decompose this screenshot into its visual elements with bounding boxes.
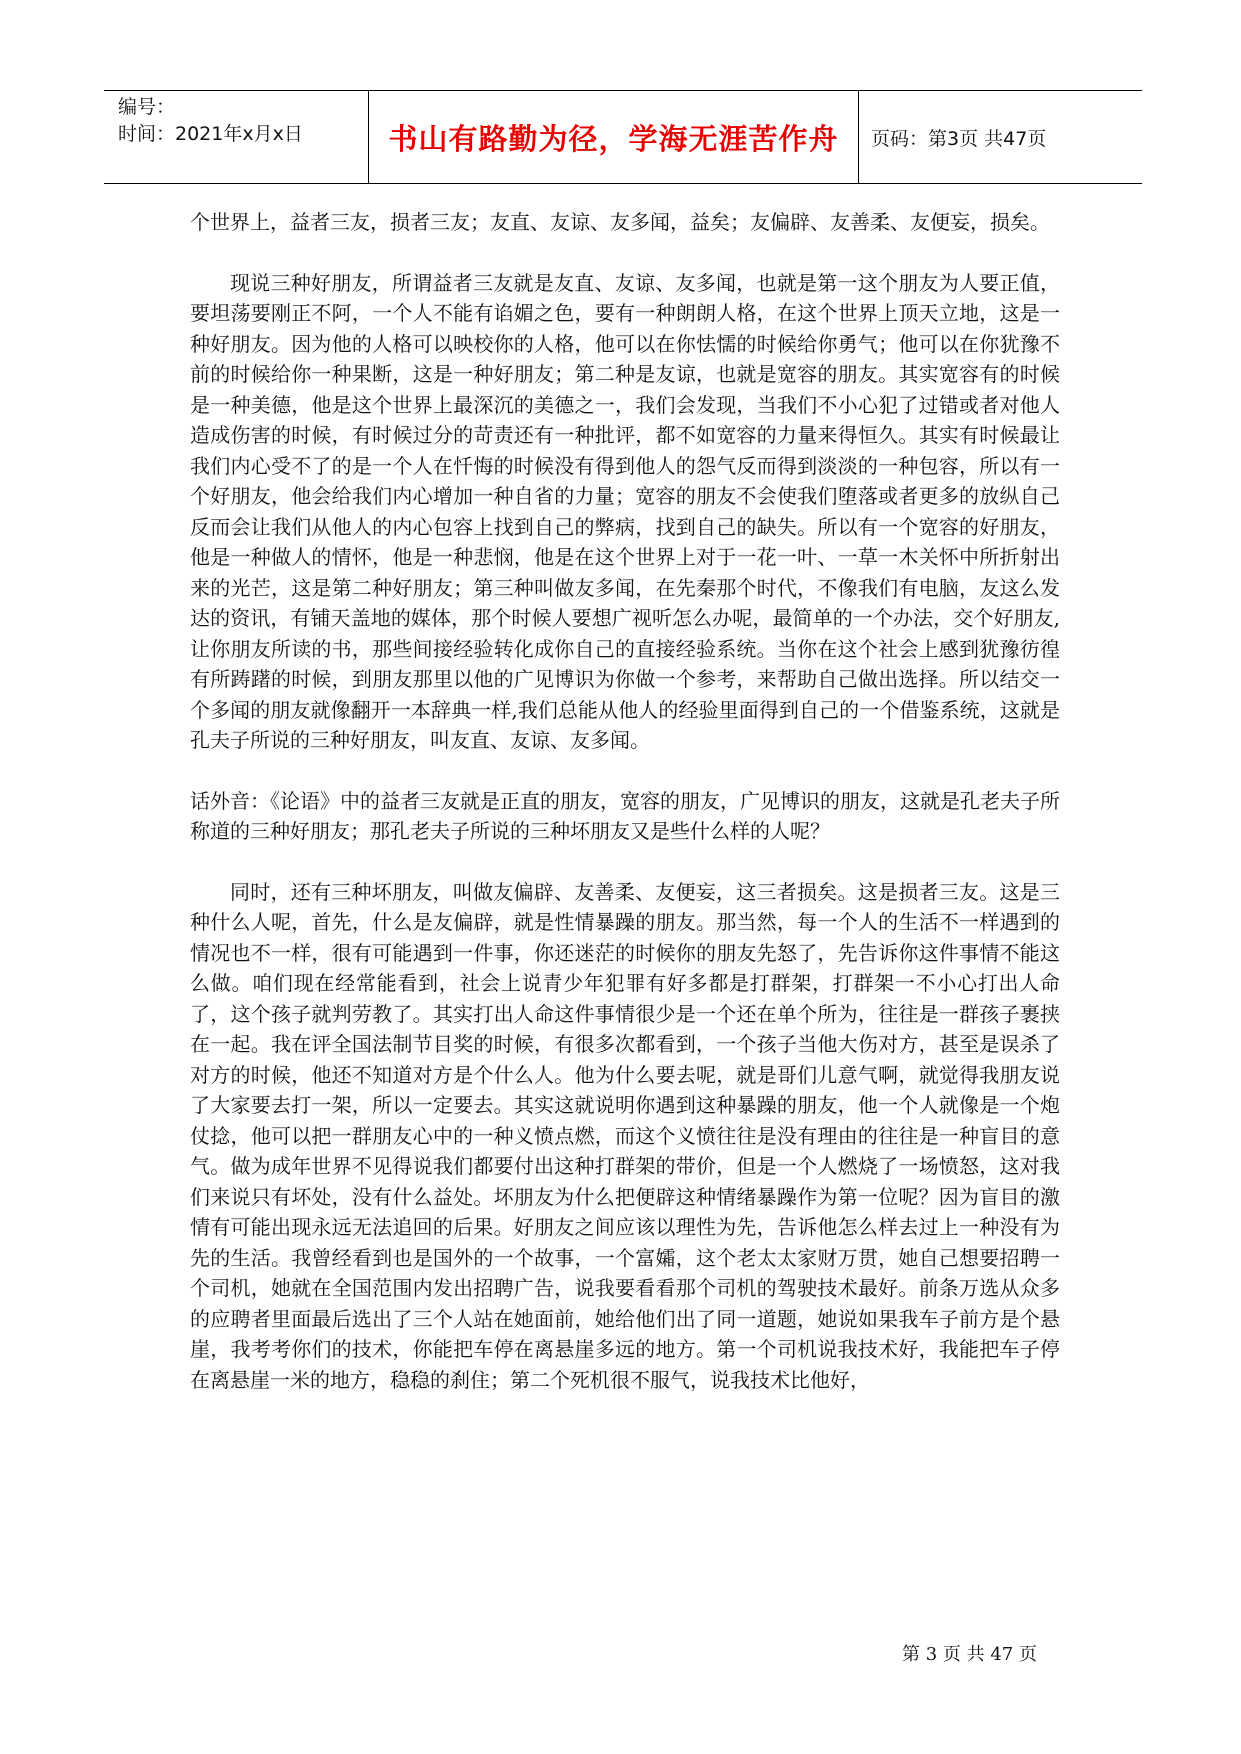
page-header (104, 90, 1142, 184)
page-footer: 第 3 页 共 47 页 (902, 1644, 1037, 1665)
header-page-cell (859, 91, 1142, 183)
paragraph: 话外音：《论语》中的益者三友就是正直的朋友，宽容的朋友，广见博识的朋友，这就是孔老夫子所称道的三种好朋友；那孔老夫子所说的三种坏朋友又是些什么样的人呢？ (190, 788, 1060, 843)
header-motto: 书山有路勤为径，学海无涯苦作舟 (388, 121, 839, 156)
paragraph: 个世界上，益者三友，损者三友；友直、友谅、友多闻，益矣；友偏辟、友善柔、友便妄，损矣。 (190, 210, 1050, 234)
header-meta-cell (104, 91, 368, 183)
document-time-label: 时间：2021年x月x日 (118, 123, 303, 145)
header-motto-cell (368, 91, 859, 183)
paragraph: 现说三种好朋友，所谓益者三友就是友直、友谅、友多闻，也就是第一这个朋友为人要正值，要坦荡要刚正不阿，一个人不能有谄媚之色，要有一种朗朗人格，在这个世界上顶天立地，这是一种好朋友。因为他的人格可以映校你的人格，他可以在你怯懦的时候给你勇气；他可以在你犹豫不前的时候给你一种果断，这是一种好朋友；第二种是友谅，也就是宽容的朋友。其实宽容有的时候是一种美德，他是这个世界上最深沉的美德之一，我们会发现，当我们不小心犯了过错或者对他人造成伤害的时候，有时候过分的苛责还有一种批评，都不如宽容的力量来得恒久。其实有时候最让我们内心受不了的是一个人在忏悔的时候没有得到他人的怨气反而得到淡淡的一种包容，所以有一个好朋友，他会给我们内心增加一种自省的力量；宽容的朋友不会使我们堕落或者更多的放纵自己反而会让我们从他人的内心包容上找到自己的弊病，找到自己的缺失。所以有一个宽容的好朋友，他是一种做人的情怀，他是一种悲悯，他是在这个世界上对于一花一叶、一草一木关怀中所折射出来的光芒，这是第二种好朋友；第三种叫做友多闻，在先秦那个时代，不像我们有电脑，友这么发达的资讯，有铺天盖地的媒体，那个时候人要想广视听怎么办呢，最简单的一个办法，交个好朋友,让你朋友所读的书，那些间接经验转化成你自己的直接经验系统。当你在这个社会上感到犹豫彷徨有所踌躇的时候，到朋友那里以他的广见博识为你做一个参考，来帮助自己做出选择。所以结交一个多闻的朋友就像翻开一本辞典一样,我们总能从他人的经验里面得到自己的一个借鉴系统，这就是孔夫子所说的三种好朋友，叫友直、友谅、友多闻。 (190, 270, 1060, 752)
header-page-label: 页码：第3页 共47页 (871, 127, 1047, 150)
document-number-label: 编号： (118, 96, 176, 118)
document-body (190, 207, 1060, 1425)
paragraph: 同时，还有三种坏朋友，叫做友偏辟、友善柔、友便妄，这三者损矣。这是损者三友。这是三种什么人呢，首先，什么是友偏辟，就是性情暴躁的朋友。那当然，每一个人的生活不一样遇到的情况也不一样，很有可能遇到一件事，你还迷茫的时候你的朋友先怒了，先告诉你这件事情不能这么做。咱们现在经常能看到，社会上说青少年犯罪有好多都是打群架，打群架一不小心打出人命了，这个孩子就判劳教了。其实打出人命这件事情很少是一个还在单个所为，往往是一群孩子裹挟在一起。我在评全国法制节目奖的时候，有很多次都看到，一个孩子当他大伤对方，甚至是误杀了对方的时候，他还不知道对方是个什么人。他为什么要去呢，就是哥们儿意气啊，就觉得我朋友说了大家要去打一架，所以一定要去。其实这就说明你遇到这种暴躁的朋友，他一个人就像是一个炮仗捻，他可以把一群朋友心中的一种义愤点燃，而这个义愤往往是没有理由的往往是一种盲目的意气。做为成年世界不见得说我们都要付出这种打群架的带价，但是一个人燃烧了一场愤怒，这对我们来说只有坏处，没有什么益处。坏朋友为什么把便辟这种情绪暴躁作为第一位呢？因为盲目的激情有可能出现永远无法追回的后果。好朋友之间应该以理性为先，告诉他怎么样去过上一种没有为先的生活。我曾经看到也是国外的一个故事，一个富孀，这个老太太家财万贯，她自己想要招聘一个司机，她就在全国范围内发出招聘广告，说我要看看那个司机的驾驶技术最好。前条万选从众多的应聘者里面最后选出了三个人站在她面前，她给他们出了同一道题，她说如果我车子前方是个悬崖，我考考你们的技术，你能把车停在离悬崖多远的地方。第一个司机说我技术好，我能把车子停在离悬崖一米的地方，稳稳的刹住；第二个死机很不服气，说我技术比他好， (190, 879, 1060, 1392)
